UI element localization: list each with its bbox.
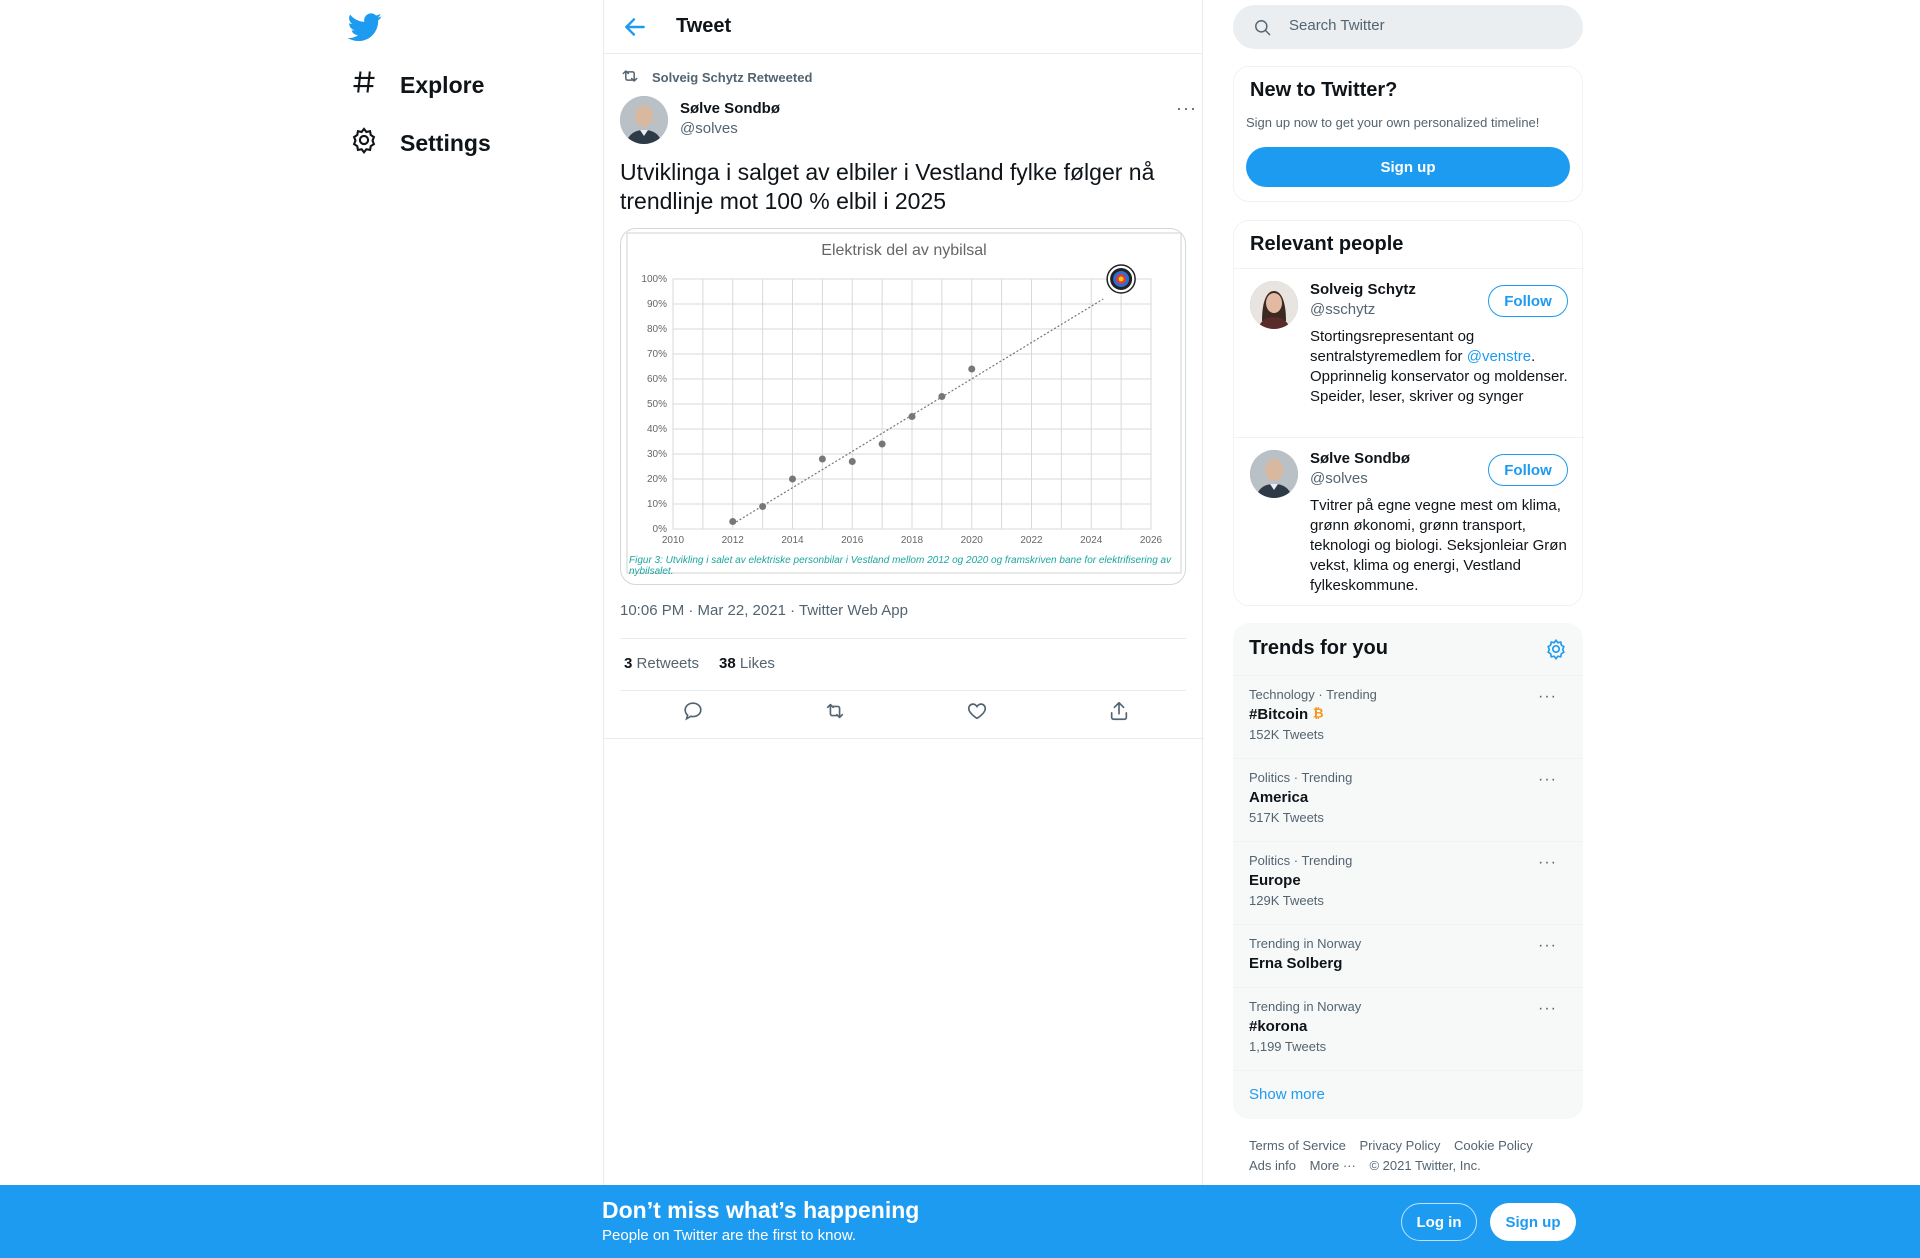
data-point <box>819 456 826 463</box>
trend-category: Politics · Trending <box>1249 853 1353 868</box>
back-arrow-icon[interactable] <box>622 14 648 40</box>
bottom-bar-subtitle: People on Twitter are the first to know. <box>602 1227 857 1244</box>
x-tick-label: 2020 <box>960 535 983 546</box>
more-icon[interactable]: ··· <box>1538 688 1557 705</box>
likes-count: 38 <box>719 655 736 672</box>
twitter-bird-icon[interactable] <box>348 10 382 44</box>
y-tick-label: 10% <box>646 499 667 510</box>
show-more-link[interactable]: Show more <box>1249 1086 1325 1103</box>
show-more-row[interactable] <box>1233 1070 1583 1119</box>
likes-label: Likes <box>739 655 775 672</box>
trend-item[interactable] <box>1233 758 1583 841</box>
chart-caption: Figur 3: Utvikling i salet av elektriske personbilar i Vestland mellom 2012 og 2020 og framskriven bane for elektrifisering av nybilsalet. <box>629 555 1172 577</box>
divider <box>620 638 1186 639</box>
chart-svg <box>621 229 1186 585</box>
retweet-action-icon[interactable] <box>824 700 848 724</box>
person-bio <box>1310 327 1570 407</box>
trends-card <box>1233 623 1583 1119</box>
tweet-actions <box>620 700 1186 732</box>
trend-count: 152K Tweets <box>1249 727 1324 742</box>
search-box[interactable] <box>1233 5 1583 49</box>
new-to-twitter-card <box>1233 66 1583 202</box>
more-icon[interactable]: ··· <box>1176 98 1197 118</box>
follow-button[interactable]: Follow <box>1488 285 1568 317</box>
retweeted-by <box>620 66 812 89</box>
trend-item[interactable] <box>1233 924 1583 987</box>
nav-explore[interactable] <box>350 68 484 102</box>
trend-item[interactable] <box>1233 675 1583 758</box>
footer-link-ads[interactable]: Ads info <box>1249 1158 1296 1173</box>
author-name[interactable]: Sølve Sondbø <box>680 100 781 117</box>
person-handle[interactable]: @sschytz <box>1310 301 1376 318</box>
retweets-label: Retweets <box>636 655 700 672</box>
data-point <box>879 441 886 448</box>
bottom-signup-bar <box>0 1185 1920 1258</box>
data-point <box>789 476 796 483</box>
trend-category: Politics · Trending <box>1249 770 1353 785</box>
person-item[interactable] <box>1234 268 1584 437</box>
y-tick-label: 60% <box>646 374 667 385</box>
signup-button[interactable]: Sign up <box>1490 1203 1576 1241</box>
y-tick-label: 90% <box>646 299 667 310</box>
trend-category: Technology · Trending <box>1249 687 1377 702</box>
y-tick-label: 80% <box>646 324 667 335</box>
target-ring <box>1119 277 1124 282</box>
data-point <box>849 458 856 465</box>
bio-text: Stortingsrepresentant og sentralstyremedlem for <box>1310 328 1475 365</box>
x-tick-label: 2026 <box>1139 535 1163 546</box>
likes-stat[interactable] <box>719 655 775 672</box>
trends-title: Trends for you <box>1249 637 1388 659</box>
bio-mention-link[interactable]: @venstre <box>1466 348 1532 365</box>
trend-name-text: #Bitcoin <box>1249 706 1309 723</box>
divider <box>604 738 1204 739</box>
like-icon[interactable] <box>966 700 990 724</box>
person-handle[interactable]: @solves <box>1310 470 1368 487</box>
nav-settings[interactable] <box>350 126 491 160</box>
x-tick-label: 2010 <box>661 535 685 546</box>
trends-settings-icon[interactable] <box>1545 638 1567 665</box>
trend-item[interactable] <box>1233 987 1583 1070</box>
trend-count: 517K Tweets <box>1249 810 1324 825</box>
retweets-count: 3 <box>624 655 633 672</box>
footer-copyright: © 2021 Twitter, Inc. <box>1369 1158 1481 1173</box>
retweeted-by-label[interactable]: Solveig Schytz Retweeted <box>652 70 813 85</box>
page-title: Tweet <box>676 15 732 37</box>
retweet-icon <box>620 66 640 89</box>
x-tick-label: 2012 <box>721 535 744 546</box>
y-tick-label: 50% <box>646 399 667 410</box>
follow-button[interactable]: Follow <box>1488 454 1568 486</box>
data-point <box>938 393 945 400</box>
target-icon <box>1107 265 1135 293</box>
relevant-people-card <box>1233 220 1583 606</box>
new-to-twitter-subtitle: Sign up now to get your own personalized timeline! <box>1246 115 1540 130</box>
footer-link-terms[interactable]: Terms of Service <box>1249 1138 1346 1153</box>
chart-title: Elektrisk del av nybilsal <box>821 242 987 259</box>
x-tick-label: 2014 <box>781 535 804 546</box>
main-header <box>604 0 1202 54</box>
nav-explore-label: Explore <box>400 71 485 98</box>
trend-count: 129K Tweets <box>1249 893 1324 908</box>
tweet-text: Utviklinga i salget av elbiler i Vestland fylke følger nå trendlinje mot 100 % elbil i 2025 <box>620 159 1155 214</box>
x-tick-label: 2018 <box>900 535 924 546</box>
person-name[interactable]: Solveig Schytz <box>1310 281 1416 298</box>
avatar[interactable] <box>620 96 668 144</box>
svg-text:₿: ₿ <box>1313 706 1324 721</box>
data-point <box>759 503 766 510</box>
footer-links <box>1249 1136 1579 1176</box>
y-tick-label: 0% <box>652 524 667 535</box>
author-handle[interactable]: @solves <box>680 120 738 137</box>
new-to-twitter-title: New to Twitter? <box>1250 79 1398 101</box>
more-icon[interactable]: ··· <box>1538 854 1557 871</box>
more-icon[interactable]: ··· <box>1538 1000 1557 1017</box>
avatar[interactable] <box>1250 281 1298 329</box>
data-point <box>909 413 916 420</box>
retweets-stat[interactable] <box>624 655 699 672</box>
trend-name: #korona <box>1249 1018 1308 1035</box>
relevant-people-title: Relevant people <box>1250 233 1404 255</box>
y-tick-label: 30% <box>646 449 667 460</box>
y-tick-label: 100% <box>641 274 667 285</box>
y-tick-label: 40% <box>646 424 667 435</box>
trend-name: Europe <box>1249 872 1301 889</box>
tweet-stats <box>624 655 775 672</box>
more-icon[interactable]: ··· <box>1538 937 1557 954</box>
x-tick-label: 2016 <box>841 535 864 546</box>
bio-text: . Opprinnelig konservator og moldenser. Speider, leser, skriver og synger <box>1310 348 1568 405</box>
reply-icon[interactable] <box>682 700 706 724</box>
search-icon <box>1253 18 1272 42</box>
y-tick-label: 20% <box>646 474 667 485</box>
trend-name: Erna Solberg <box>1249 955 1343 972</box>
person-item[interactable] <box>1234 437 1584 606</box>
search-input[interactable] <box>1289 17 1549 34</box>
bottom-bar-title: Don’t miss what’s happening <box>602 1197 920 1223</box>
footer-link-cookie[interactable]: Cookie Policy <box>1453 1138 1533 1153</box>
x-tick-label: 2022 <box>1020 535 1043 546</box>
tweet-timestamp[interactable]: 10:06 PM · Mar 22, 2021 · Twitter Web App <box>620 602 908 619</box>
hash-icon <box>350 68 378 102</box>
main-column <box>603 0 1203 1258</box>
trend-name <box>1249 705 1326 725</box>
person-name[interactable]: Sølve Sondbø <box>1310 450 1411 467</box>
x-tick-label: 2024 <box>1080 535 1103 546</box>
trend-name: America <box>1249 789 1309 806</box>
sidebar-signup-button[interactable]: Sign up <box>1246 147 1570 187</box>
footer-link-more[interactable]: More ··· <box>1309 1158 1356 1173</box>
nav-settings-label: Settings <box>400 129 491 156</box>
trend-category: Trending in Norway <box>1249 936 1362 951</box>
tweet-media-chart[interactable] <box>620 228 1186 585</box>
login-button[interactable]: Log in <box>1401 1203 1477 1241</box>
trend-item[interactable] <box>1233 841 1583 924</box>
data-point <box>729 518 736 525</box>
bitcoin-icon <box>1312 705 1326 725</box>
trend-category: Trending in Norway <box>1249 999 1362 1014</box>
trend-count: 1,199 Tweets <box>1249 1039 1327 1054</box>
more-icon[interactable]: ··· <box>1538 771 1557 788</box>
divider <box>620 690 1186 691</box>
avatar[interactable] <box>1250 450 1298 498</box>
gear-icon <box>350 126 378 160</box>
footer-link-privacy[interactable]: Privacy Policy <box>1359 1138 1441 1153</box>
chart-frame <box>627 233 1181 573</box>
share-icon[interactable] <box>1108 700 1132 724</box>
y-tick-label: 70% <box>646 349 667 360</box>
data-point <box>968 366 975 373</box>
person-bio: Tvitrer på egne vegne mest om klima, grønn økonomi, grønn transport, teknologi og biologi. Seksjonleiar Grøn vekst, klima og energi, Vestland fylkeskommune. <box>1310 497 1567 594</box>
